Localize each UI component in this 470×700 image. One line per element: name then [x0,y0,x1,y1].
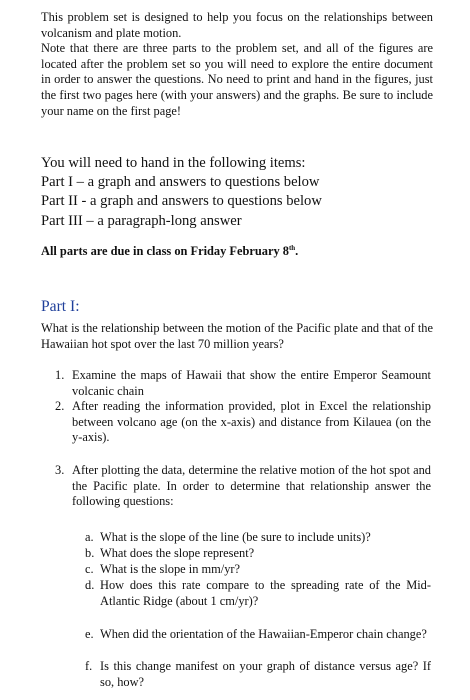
part-1-question: What is the relationship between the motion of the Pacific plate and that of the Hawaiian hot spot over the last 70 million years? [41,321,433,351]
due-date-text: All parts are due in class on Friday February 8 [41,244,289,259]
list-marker: f. [85,659,93,673]
list-item-text: Examine the maps of Hawaii that show the entire Emperor Seamount volcanic chain [72,368,431,398]
handin-list [41,154,441,231]
list-item-text: What does the slope represent? [100,546,255,560]
due-date-notice [41,244,298,259]
list-item-text: What is the slope of the line (be sure to include units)? [100,530,371,544]
due-date-suffix: th [288,244,296,252]
part-1-heading: Part I: [41,298,80,315]
handin-item-part3: Part III – a paragraph-long answer [41,212,242,229]
handin-item-part1: Part I – a graph and answers to questions below [41,174,320,191]
list-marker: a. [85,530,94,544]
list-item-text: How does this rate compare to the spreading rate of the Mid-Atlantic Ridge (about 1 cm/yr)? [100,578,431,608]
list-marker: d. [85,578,95,592]
list-item-text: When did the orientation of the Hawaiian-Emperor chain change? [100,627,427,641]
list-item-text: After plotting the data, determine the relative motion of the hot spot and the Pacific plate. In order to determine that relationship answer the following questions: [72,463,431,509]
list-marker: e. [85,627,94,641]
list-marker: 1. [55,368,65,382]
intro-section [41,10,433,119]
intro-paragraph-1: This problem set is designed to help you focus on the relationships between volcanism and plate motion. [41,10,433,40]
handin-item-part2: Part II - a graph and answers to questions below [41,193,322,210]
list-marker: c. [85,562,94,576]
list-marker: 2. [55,399,65,413]
handin-lead: You will need to hand in the following items: [41,155,306,171]
list-marker: 3. [55,463,65,477]
list-item-text: Is this change manifest on your graph of distance versus age? If so, how? [100,659,431,689]
list-item-text: After reading the information provided, plot in Excel the relationship between volcano age (on the x-axis) and distance from Kilauea (on the y-axis). [72,399,431,445]
intro-paragraph-2: Note that there are three parts to the problem set, and all of the figures are located after the problem set so you will need to explore the entire document in order to answer the questions. No need to print and hand in the figures, just the first two pages here (with your answers) and the graphs. Be sure to include your name on the first page! [41,41,433,118]
list-item-text: What is the slope in mm/yr? [100,562,241,576]
list-marker: b. [85,546,95,560]
due-date-end: . [295,244,299,259]
